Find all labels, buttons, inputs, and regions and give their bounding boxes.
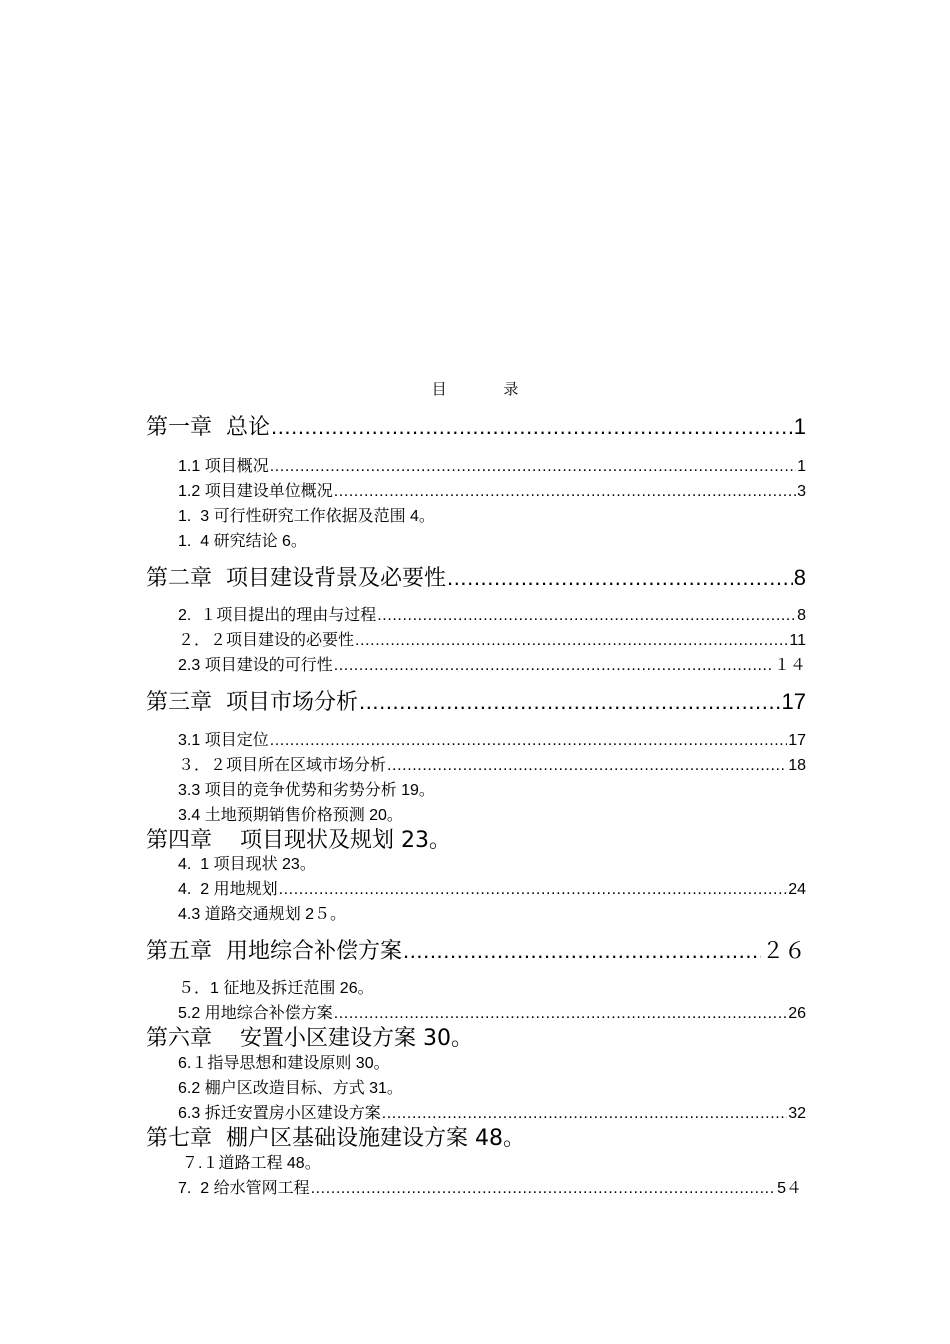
toc-entry-2-3[interactable]: [178, 652, 806, 675]
dot-leader: [334, 657, 773, 675]
toc-entry-page: 3: [797, 483, 806, 500]
toc-entry-3-4[interactable]: 3.4 土地预期销售价格预测 20。: [178, 807, 403, 824]
toc-entry-4-3[interactable]: 4.3 道路交通规划 2５。: [178, 906, 347, 923]
toc-entry-1-2[interactable]: [178, 478, 806, 501]
dot-leader: [377, 607, 796, 625]
toc-entry-label: 第一章 总论: [146, 415, 270, 440]
toc-entry-page: ２６: [761, 938, 806, 963]
dot-leader: [270, 458, 796, 476]
dot-leader: [311, 1180, 777, 1198]
toc-entry-chapter-7[interactable]: 第七章 棚户区基础设施建设方案 48。: [146, 1126, 525, 1151]
toc-entry-label: 6.3 拆迁安置房小区建设方案: [178, 1105, 381, 1122]
dot-leader: [270, 732, 788, 750]
toc-entry-3-3[interactable]: 3.3 项目的竞争优势和劣势分析 19。: [178, 782, 435, 799]
toc-entry-1-4[interactable]: 1. 4 研究结论 6。: [178, 533, 307, 550]
toc-entry-label: 1.1 项目概况: [178, 458, 269, 475]
toc-entry-page: 11: [789, 632, 806, 649]
dot-leader: [447, 565, 793, 591]
toc-entry-page: １４: [773, 657, 806, 674]
toc-entry-2-2[interactable]: [178, 627, 806, 650]
toc-entry-chapter-5[interactable]: [146, 934, 806, 965]
toc-entry-6-1[interactable]: 6.１指导思想和建设原则 30。: [178, 1055, 390, 1072]
toc-entry-page: 1: [793, 414, 806, 439]
toc-entry-label: 5.2 用地综合补偿方案: [178, 1005, 333, 1022]
toc-entry-3-2[interactable]: [178, 752, 806, 775]
toc-entry-page: 5４: [777, 1180, 802, 1197]
toc-entry-6-3[interactable]: [178, 1100, 806, 1123]
dot-leader: [271, 414, 793, 440]
toc-title: 目 录: [431, 380, 545, 398]
toc-entry-page: 17: [781, 689, 806, 714]
dot-leader: [359, 689, 781, 715]
toc-entry-chapter-4[interactable]: 第四章 项目现状及规划 23。: [146, 828, 451, 853]
dot-leader: [355, 632, 788, 650]
toc-entry-label: 1.2 项目建设单位概况: [178, 483, 333, 500]
toc-entry-page: 8: [793, 565, 806, 590]
toc-entry-label: ２．２项目建设的必要性: [178, 632, 355, 649]
toc-entry-label: 第三章 项目市场分析: [146, 690, 358, 715]
dot-leader: [387, 757, 787, 775]
toc-entry-5-1[interactable]: ５．1 征地及拆迁范围 26。: [178, 980, 374, 997]
toc-entry-6-2[interactable]: 6.2 棚户区改造目标、方式 31。: [178, 1080, 403, 1097]
toc-entry-label: 7. 2 给水管网工程: [178, 1180, 310, 1197]
toc-entry-label: 第二章 项目建设背景及必要性: [146, 566, 446, 591]
toc-entry-chapter-2[interactable]: [146, 561, 806, 592]
toc-entry-label: 2.3 项目建设的可行性: [178, 657, 333, 674]
toc-entry-page: 32: [788, 1105, 806, 1122]
toc-entry-1-3[interactable]: 1. 3 可行性研究工作依据及范围 4。: [178, 508, 435, 525]
dot-leader: [279, 881, 788, 899]
toc-entry-4-2[interactable]: [178, 876, 806, 899]
toc-entry-page: 18: [788, 757, 806, 774]
toc-entry-7-2[interactable]: [178, 1175, 802, 1198]
toc-entry-page: 26: [788, 1005, 806, 1022]
toc-entry-1-1[interactable]: [178, 453, 806, 476]
toc-entry-page: 8: [797, 607, 806, 624]
toc-entry-3-1[interactable]: [178, 727, 806, 750]
dot-leader: [334, 483, 796, 501]
toc-entry-label: 2. １项目提出的理由与过程: [178, 607, 377, 624]
toc-entry-label: 4. 2 用地规划: [178, 881, 278, 898]
toc-entry-page: 24: [788, 881, 806, 898]
toc-entry-label: 3.1 项目定位: [178, 732, 269, 749]
toc-entry-7-1[interactable]: ７.１道路工程 48。: [182, 1155, 321, 1172]
toc-entry-chapter-3[interactable]: [146, 685, 806, 716]
toc-entry-4-1[interactable]: 4. 1 项目现状 23。: [178, 856, 316, 873]
dot-leader: [403, 938, 761, 964]
toc-entry-chapter-1[interactable]: [146, 410, 806, 441]
toc-entry-5-2[interactable]: [178, 1000, 806, 1023]
toc-entry-chapter-6[interactable]: 第六章 安置小区建设方案 30。: [146, 1026, 473, 1051]
toc-entry-page: 17: [788, 732, 806, 749]
toc-entry-label: 第五章 用地综合补偿方案: [146, 939, 402, 964]
toc-entry-page: 1: [797, 458, 806, 475]
toc-entry-label: ３．２项目所在区域市场分析: [178, 757, 387, 774]
toc-entry-2-1[interactable]: [178, 602, 806, 625]
